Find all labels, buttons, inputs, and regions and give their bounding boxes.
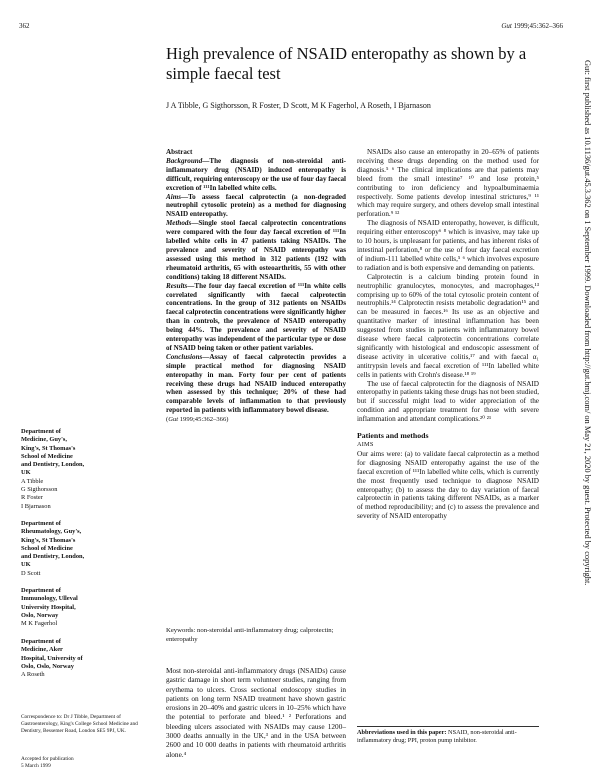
- text: —The diagnosis of non-steroidal anti-inflammatory drug (NSAID) induced enteropathy is difficult, requiring enteroscopy or the use of four day faecal excretion of ¹¹¹In labelled white cells.: [166, 156, 346, 192]
- affil-line: Department of: [21, 587, 61, 594]
- abbreviations-footnote: [357, 729, 539, 745]
- affil-line: UK: [21, 469, 31, 477]
- text: —To assess faecal calprotectin (a non-degraded neutrophil cytosolic protein) as a method for diagnosing NSAID enteropathy.: [166, 192, 346, 219]
- abstract-results: [166, 282, 346, 353]
- affil-line: Medicine, Aker: [21, 646, 63, 654]
- journal-citation: 1999;45:362–366: [513, 22, 563, 30]
- abbreviations-label: Abbreviations used in this paper:: [357, 729, 447, 736]
- cite-ref: 1999;45:362–366: [179, 416, 227, 424]
- accepted-note: [21, 756, 146, 770]
- affil-line: Hospital, University of: [21, 654, 83, 662]
- label: Methods: [166, 219, 192, 228]
- accepted-date: 5 March 1999: [21, 762, 51, 769]
- cite-journal: Gut: [168, 416, 179, 424]
- accepted-label: Accepted for publication: [21, 756, 74, 762]
- right-column: [357, 148, 539, 521]
- affil-line: Oslo, Oslo, Norway: [21, 662, 74, 670]
- affil-line: Department of: [21, 428, 61, 435]
- intro-paragraph: Most non-steroidal anti-inflammatory drugs (NSAIDs) cause gastric damage in short term volunteer studies, ranging from erythema to ulcers. Cross sectional endoscopy studies in patients on long term NSAID treatment have shown gastric erosions in 20–40% and gastric ulcers in 10–25% which have the potential to perforate and bleed.¹ ² Perforations and bleeding ulcers associated with NSAIDs may cause 1200–3000 deaths annually in the UK,³ and in the USA between 2600 and 10 000 deaths in patients with rheumatoid arthritis alone.⁴: [166, 666, 346, 759]
- affil-line: and Dentistry, London,: [21, 461, 85, 469]
- abstract-citation: (Gut 1999;45:362–366): [166, 416, 229, 424]
- affil-line: UK: [21, 561, 31, 569]
- body-paragraph: Our aims were: (a) to validate faecal calprotectin as a method for diagnosing NSAID enteropathy against the use of the faecal excretion of ¹¹¹In labelled white cells, which is currently the most frequently used technique to diagnose NSAID enteropathy; (b) to assess the day to day variation of faecal calprotectin in patients taking different NSAIDs, as a marker of method reproducibility; and (c) to assess the prevalence and severity of NSAID enteropathy: [357, 449, 539, 521]
- affil-author: R Foster: [21, 494, 43, 502]
- affil-author: G Sigthorsson: [21, 486, 58, 494]
- running-header: [501, 22, 563, 30]
- article-title: High prevalence of NSAID enteropathy as shown by a simple faecal test: [166, 44, 527, 83]
- copyright-side-note: [578, 60, 592, 770]
- abstract-methods: [166, 219, 346, 281]
- subsection-heading: AIMS: [357, 441, 374, 448]
- affil-line: King's, St Thomas's: [21, 444, 76, 452]
- affil-line: University Hospital,: [21, 603, 76, 611]
- affil-line: Medicine, Guy's,: [21, 436, 67, 444]
- affil-author: D Scott: [21, 569, 41, 577]
- abstract-background: [166, 157, 346, 193]
- footnote-divider: [357, 726, 539, 727]
- body-paragraph: The use of faecal calprotectin for the diagnosis of NSAID enteropathy in patients taking these drugs has not been studied, but if successful might lead to wider appreciation of the condition and appropriate treatment for those with severe inflammation and attendant complications.²⁰ ²¹: [357, 379, 539, 424]
- affiliation-3: [21, 587, 146, 628]
- text: —Assay of faecal calprotectin provides a simple practical method for diagnosing NSAID enteropathy in man. Forty four per cent of patients receiving these drugs had NSAID induced enteropathy when assessed by this technique; 20% of these had comparable levels of inflammation to that previously reported in patients with inflammatory bowel disease.: [166, 352, 346, 415]
- affil-line: Rheumatology, Guy's,: [21, 528, 82, 536]
- label: Results: [166, 281, 188, 290]
- abbreviations-text: NSAID, non-steroidal anti-inflammatory drug; PPI, proton pump inhibitor.: [357, 729, 517, 744]
- affil-line: Immunology, Ulleval: [21, 595, 78, 603]
- section-heading: Patients and methods: [357, 431, 429, 441]
- affil-author: M K Fagerhol: [21, 620, 58, 628]
- abstract: [166, 148, 346, 425]
- affiliation-2: [21, 520, 146, 578]
- page-number: 362: [19, 22, 30, 30]
- text: —Single stool faecal calprotectin concentrations were compared with the four day faecal excretion of ¹¹¹In labelled white cells in 47 patients taking NSAIDs. The prevalence and severity of NSAID enteropathy was assessed using this method in 312 patients (192 with rheumatoid arthritis, 65 with osteoarthritis, 55 with other conditions) taking 18 different NSAIDs.: [166, 219, 346, 281]
- affiliation-1: [21, 428, 146, 511]
- body-paragraph: Calprotectin is a calcium binding protein found in neutrophilic granulocytes, monocytes, and macrophages,¹³ comprising up to 60% of the total cytosolic protein content of neutrophils.¹⁴ Calprotectin resists metabolic degradation¹⁵ and can be measured in faeces.¹⁶ Its use as an objective and quantitative marker of intestinal inflammation has been suggested from studies in patients with inflammatory bowel disease where faecal calprotectin concentrations correlate significantly with histological and endoscopic assessment of disease activity in ulcerative colitis,¹⁷ and with faecal α₁ antitrypsin levels and faecal excretion of ¹¹¹In labelled white cells in patients with Crohn's disease.¹⁸ ¹⁹: [357, 272, 539, 379]
- label: Conclusions: [166, 352, 203, 361]
- affiliation-4: [21, 638, 146, 679]
- abstract-heading: Abstract: [166, 148, 193, 156]
- journal-name: Gut: [501, 22, 512, 30]
- abstract-aims: [166, 193, 346, 220]
- affil-line: School of Medicine: [21, 452, 73, 460]
- correspondence-note: Correspondence to: Dr J Tibble, Department of Gastroenterology, King's College School Medicine and Dentistry, Bessemer Road, London SE5 9PJ, UK.: [21, 714, 138, 734]
- affil-line: and Dentistry, London,: [21, 553, 85, 561]
- affil-author: A Roseth: [21, 671, 45, 679]
- text: —The four day faecal excretion of ¹¹¹In white cells correlated significantly with faecal calprotectin concentrations. In the group of 312 patients on NSAIDs faecal calprotectin concentrations were significantly higher than in controls, the prevalence of NSAID enteropathy being 44%. The prevalence and severity of NSAID enteropathy was independent of the particular type or dose of NSAID being taken or other patient variables.: [166, 281, 346, 352]
- affil-author: I Bjarnason: [21, 502, 51, 510]
- affil-line: Oslo, Norway: [21, 611, 59, 619]
- body-paragraph: The diagnosis of NSAID enteropathy, however, is difficult, requiring either enteroscopy⁶ ⁸ which is invasive, may take up to 10 hours, is unpleasant for patients, and has inherent risks of intestinal perforation,⁸ or the use of four day faecal excretion of indium-111 labelled white cells,⁵ ⁶ which involves exposure to radiation and is both expensive and demanding on patients.: [357, 219, 539, 272]
- abstract-conclusions: [166, 353, 346, 415]
- affil-line: School of Medicine: [21, 544, 73, 552]
- affil-line: Department of: [21, 520, 61, 527]
- keywords: Keywords: non-steroidal anti-inflammatory drug; calprotectin; enteropathy: [166, 627, 334, 643]
- affil-line: Department of: [21, 638, 61, 645]
- label: Background: [166, 156, 203, 165]
- body-paragraph: NSAIDs also cause an enteropathy in 20–65% of patients receiving these drugs depending on the method used for diagnosis.⁵ ⁶ The clinical implications are that patients may bleed from the small intestine⁷ ¹⁰ and lose protein,⁵ contributing to iron deficiency and hypoalbuminaemia respectively. Some patients develop intestinal strictures,⁹ ¹¹ which may require surgery, and others develop small intestinal perforation.⁹ ¹²: [357, 148, 539, 219]
- author-list: J A Tibble, G Sigthorsson, R Foster, D Scott, M K Fagerhol, A Roseth, I Bjarnason: [166, 101, 431, 110]
- label: Aims: [166, 192, 181, 201]
- side-note-text: Gut: first published as 10.1136/gut.45.3.362 on 1 September 1999. Downloaded from http://gut.bmj.com/ on May 21, 2020 by guest. Protected by copyright.: [583, 60, 592, 586]
- affil-author: A Tibble: [21, 477, 44, 485]
- affil-line: King's, St Thomas's: [21, 536, 76, 544]
